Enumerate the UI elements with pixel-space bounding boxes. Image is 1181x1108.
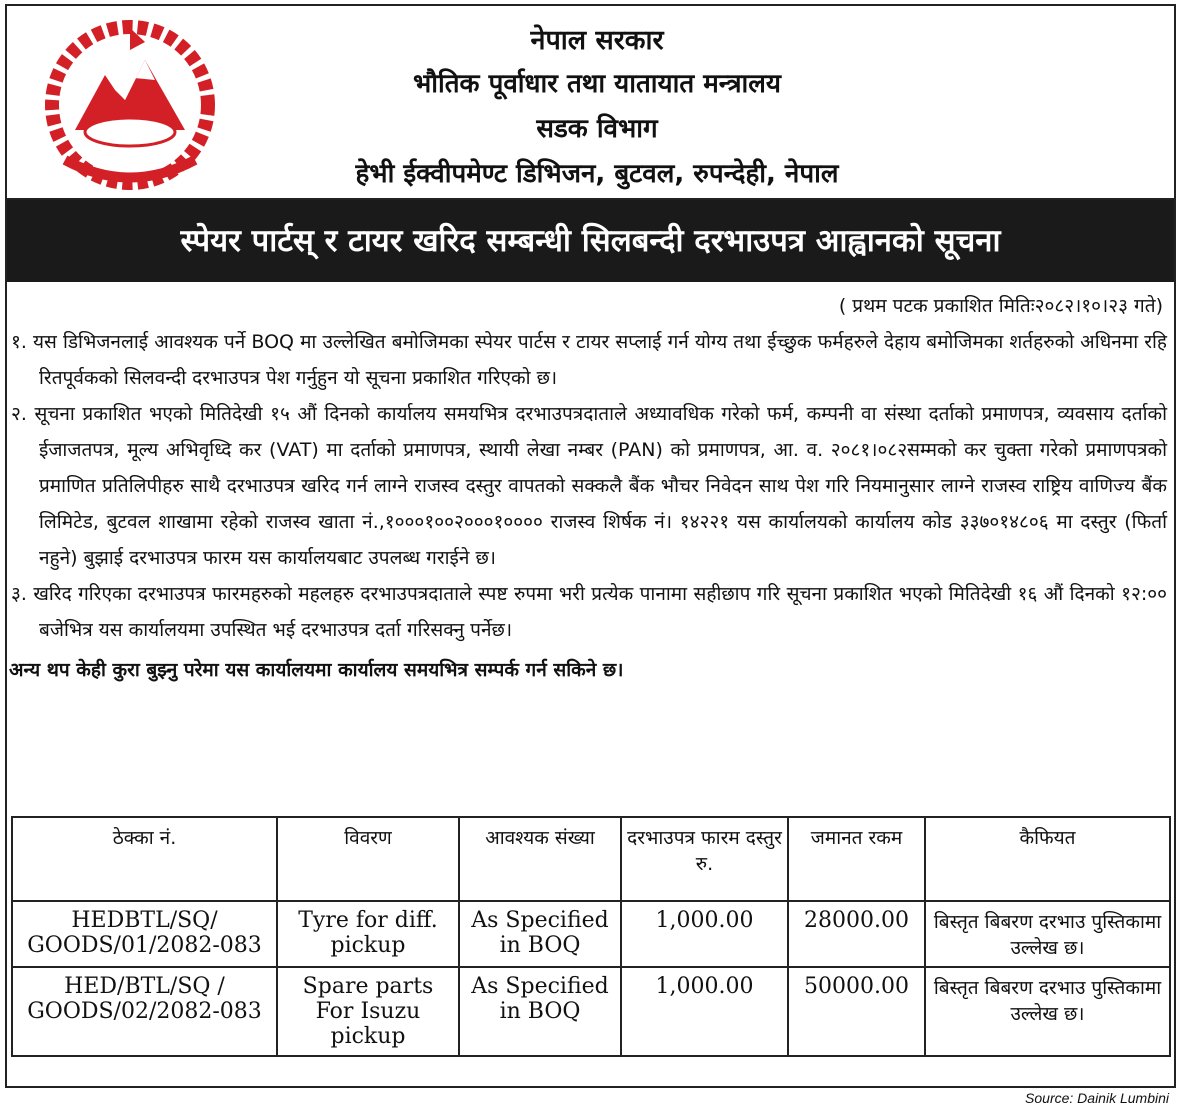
contract-no: HEDBTL/SQ/ GOODS/01/2082-083 xyxy=(12,901,277,967)
paragraph-2: २. सूचना प्रकाशित भएको मितिदेखी १५ औं दिनको कार्यालय समयभित्र दरभाउपत्रदाताले अध्यावधिक गरेको फर्म, कम्पनी वा संस्था दर्ताको प्रमाणपत्र, व्यवसाय दर्ताको ईजाजतपत्र, मूल्य अभिवृध्दि कर (VAT) मा दर्ताको प्रमाणपत्र, स्थायी लेखा नम्बर (PAN) को प्रमाणपत्र, आ. व. २०८१।०८२सम्मको कर चुक्ता गरेको प्रमाणपत्रको प्रमाणित प्रतिलिपीहरु साथै दरभाउपत्र खरिद गर्न लाग्ने राजस्व दस्तुर वापतको सक्कलै बैंक भौचर निवेदन साथ पेश गरि नियमानुसार लाग्ने राजस्व राष्ट्रिय वाणिज्य बैंक लिमिटेड, बुटवल शाखामा रहेको राजस्व खाता नं.,१०००१००२०००१०००० राजस्व शिर्षक नं। १४२२१ यस कार्यालयको कार्यालय कोड ३३७०१४८०६ मा दस्तुर (फिर्ता नहुने) बुझाई दरभाउपत्र फारम यस कार्यालयबाट उपलब्ध गराईने छ। xyxy=(11,403,1167,569)
table-row xyxy=(12,901,1170,967)
col-security-amount: जमानत रकम xyxy=(788,817,925,901)
contact-note: अन्य थप केही कुरा बुझ्नु परेमा यस कार्यालयमा कार्यालय समयभित्र सम्पर्क गर्न सकिने छ। xyxy=(9,659,624,681)
col-remarks: कैफियत xyxy=(925,817,1170,901)
quantity: As Specified in BOQ xyxy=(459,901,621,967)
contract-no: HED/BTL/SQ / GOODS/02/2082-083 xyxy=(12,967,277,1056)
col-quantity: आवश्यक संख्या xyxy=(459,817,621,901)
quantity: As Specified in BOQ xyxy=(459,967,621,1056)
paragraph-3: ३. खरिद गरिएका दरभाउपत्र फारमहरुको महलहरु दरभाउपत्रदाताले स्पष्ट रुपमा भरी प्रत्येक पानामा सहीछाप गरि सूचना प्रकाशित भएको मितिदेखी १६ औं दिनको १२:०० बजेभित्र यस कार्यालयमा उपस्थित भई दरभाउपत्र दर्ता गरिसक्नु पर्नेछ। xyxy=(11,583,1167,641)
header-department: सडक विभाग xyxy=(536,114,658,144)
notice-body xyxy=(7,288,1167,688)
header-government: नेपाल सरकार xyxy=(530,25,664,56)
paragraph-1: १. यस डिभिजनलाई आवश्यक पर्ने BOQ मा उल्लेखित बमोजिमका स्पेयर पार्टस र टायर सप्लाई गर्न योग्य तथा ईच्छुक फर्महरुले देहाय बमोजिमका शर्तहरुको अधिनमा रहि रितपूर्वकको सिलवन्दी दरभाउपत्र पेश गर्नुहुन यो सूचना प्रकाशित गरिएको छ। xyxy=(11,331,1167,389)
nepal-emblem-icon xyxy=(35,20,225,190)
published-date: ( प्रथम पटक प्रकाशित मितिः२०८२।१०।२३ गते) xyxy=(838,295,1163,317)
col-form-fee: दरभाउपत्र फारम दस्तुर रु. xyxy=(621,817,788,901)
remarks: बिस्तृत बिबरण दरभाउ पुस्तिकामा उल्लेख छ। xyxy=(925,901,1170,967)
security-amount: 28000.00 xyxy=(788,901,925,967)
notice-header xyxy=(7,6,1174,200)
table-row xyxy=(12,967,1170,1056)
form-fee: 1,000.00 xyxy=(621,967,788,1056)
source-credit: Source: Dainik Lumbini xyxy=(1025,1090,1169,1106)
remarks: बिस्तृत बिबरण दरभाउ पुस्तिकामा उल्लेख छ। xyxy=(925,967,1170,1056)
notice-frame xyxy=(5,4,1176,1088)
header-ministry: भौतिक पूर्वाधार तथा यातायात मन्त्रालय xyxy=(412,69,782,99)
header-division: हेभी ईक्वीपमेण्ट डिभिजन, बुटवल, रुपन्देही, नेपाल xyxy=(355,159,839,189)
description: Tyre for diff. pickup xyxy=(277,901,459,967)
tender-table xyxy=(11,816,1171,1057)
notice-title-banner: स्पेयर पार्टस् र टायर खरिद सम्बन्धी सिलबन्दी दरभाउपत्र आह्वानको सूचना xyxy=(7,200,1174,282)
security-amount: 50000.00 xyxy=(788,967,925,1056)
col-description: विवरण xyxy=(277,817,459,901)
table-header-row xyxy=(12,817,1170,901)
col-contract-no: ठेक्का नं. xyxy=(12,817,277,901)
form-fee: 1,000.00 xyxy=(621,901,788,967)
description: Spare parts For Isuzu pickup xyxy=(277,967,459,1056)
